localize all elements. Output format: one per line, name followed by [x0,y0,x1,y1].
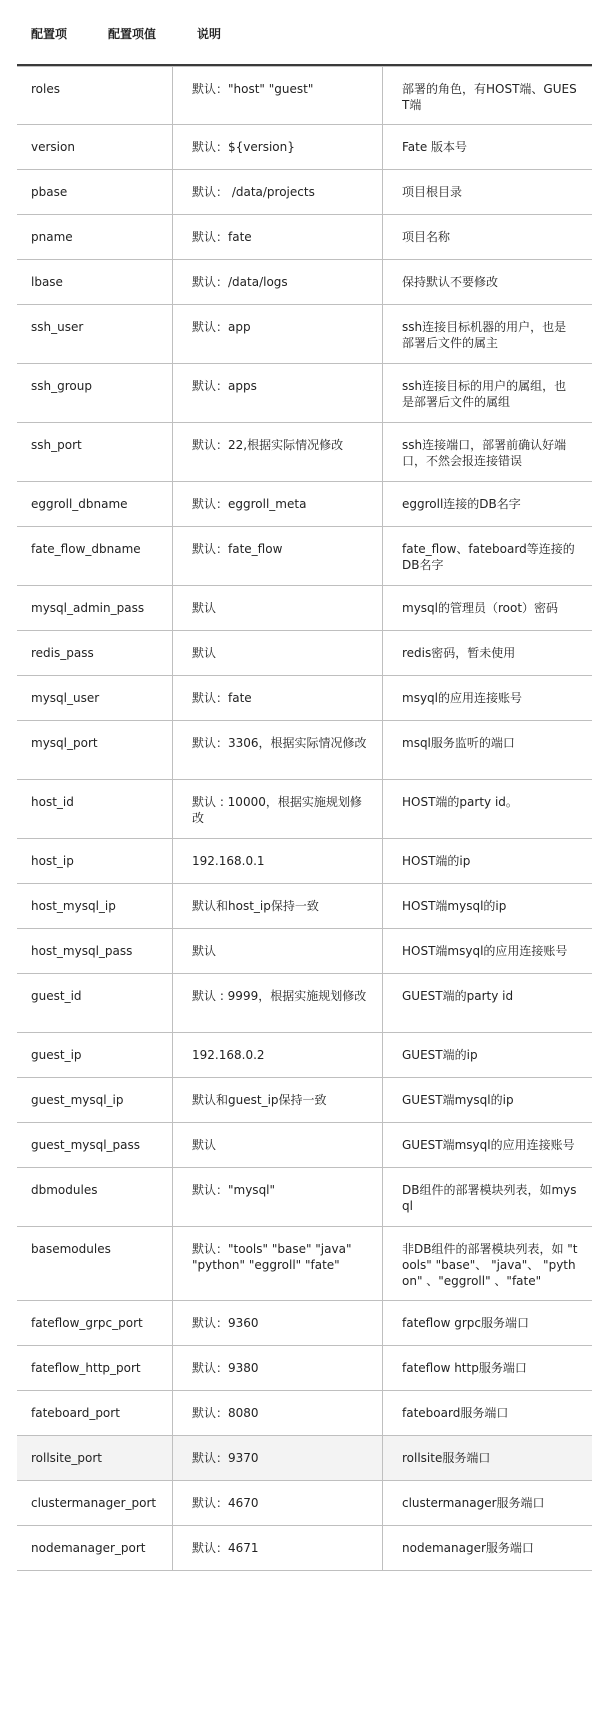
column-divider [172,780,173,838]
config-description: GUEST端的party id [402,989,514,1003]
table-header [0,0,600,68]
config-value: 默认 [192,1138,217,1152]
config-key: mysql_user [31,691,100,705]
table-row [17,423,592,482]
config-description: ssh连接目标机器的用户，也是部署后文件的属主 [402,320,567,350]
config-value: 默认：${version} [192,140,295,154]
config-key: nodemanager_port [31,1541,146,1555]
config-value: 默认 [192,646,217,660]
config-value: 默认：4671 [192,1541,259,1555]
config-key: guest_id [31,989,82,1003]
config-description: HOST端msyql的应用连接账号 [402,944,568,958]
config-key: host_id [31,795,74,809]
column-divider [382,1391,383,1435]
header-config-value: 配置项值 [108,27,157,41]
config-description: HOST端的ip [402,854,471,868]
column-divider [172,884,173,928]
table-row [17,125,592,170]
config-value: 默认：9380 [192,1361,259,1375]
table-row [17,929,592,974]
column-divider [382,1123,383,1167]
table-row [17,1123,592,1168]
config-key: fateboard_port [31,1406,120,1420]
config-key: host_ip [31,854,74,868]
config-description: 非DB组件的部署模块列表，如 "tools" "base"、 "java"、 "python" 、"eggroll" 、"fate" [402,1242,578,1288]
config-description: fate_flow、fateboard等连接的DB名字 [402,542,575,572]
table-row [17,66,592,125]
config-key: eggroll_dbname [31,497,128,511]
column-divider [382,1481,383,1525]
config-description: HOST端mysql的ip [402,899,507,913]
column-divider [172,364,173,422]
column-divider [382,1436,383,1480]
config-key: roles [31,82,60,96]
config-key: fateflow_grpc_port [31,1316,143,1330]
config-description: redis密码，暂未使用 [402,646,516,660]
column-divider [172,527,173,585]
config-value: 默认和host_ip保持一致 [192,899,319,913]
table-row [17,1391,592,1436]
table-row [17,260,592,305]
column-divider [172,305,173,363]
config-value: 默认：9360 [192,1316,259,1330]
column-divider [172,1391,173,1435]
config-value: 默认：/data/logs [192,275,288,289]
config-key: ssh_port [31,438,82,452]
config-key: fate_flow_dbname [31,542,141,556]
column-divider [172,1168,173,1226]
table-row [17,1346,592,1391]
config-value: 默认：9370 [192,1451,259,1465]
column-divider [172,260,173,304]
column-divider [172,170,173,214]
column-divider [172,125,173,169]
column-divider [172,1227,173,1300]
column-divider [382,1168,383,1226]
config-key: guest_ip [31,1048,82,1062]
column-divider [382,1301,383,1345]
column-divider [382,721,383,779]
config-value: 默认：fate_flow [192,542,283,556]
config-description: 保持默认不要修改 [402,275,499,289]
config-value: 默认和guest_ip保持一致 [192,1093,327,1107]
config-description: HOST端的party id。 [402,795,518,809]
config-description: GUEST端msyql的应用连接账号 [402,1138,575,1152]
table-row [17,586,592,631]
config-description: 部署的角色，有HOST端、GUEST端 [402,82,577,112]
config-key: mysql_port [31,736,98,750]
config-description: clustermanager服务端口 [402,1496,545,1510]
table-row [17,884,592,929]
config-description: nodemanager服务端口 [402,1541,534,1555]
column-divider [382,260,383,304]
column-divider [172,839,173,883]
config-description: msql服务监听的端口 [402,736,515,750]
column-divider [172,1078,173,1122]
config-value: 默认：eggroll_meta [192,497,307,511]
column-divider [382,170,383,214]
config-key: redis_pass [31,646,94,660]
column-divider [382,676,383,720]
column-divider [172,1436,173,1480]
column-divider [382,364,383,422]
column-divider [172,929,173,973]
table-row [17,1436,592,1481]
column-divider [382,125,383,169]
column-divider [382,1078,383,1122]
config-description: ssh连接端口，部署前确认好端口，不然会报连接错误 [402,438,567,468]
config-key: guest_mysql_pass [31,1138,141,1152]
config-key: ssh_user [31,320,84,334]
config-description: mysql的管理员（root）密码 [402,601,559,615]
column-divider [382,215,383,259]
table-row [17,215,592,260]
column-divider [382,305,383,363]
config-key: guest_mysql_ip [31,1093,124,1107]
table-row [17,1227,592,1301]
column-divider [382,67,383,124]
table-row [17,631,592,676]
config-key: rollsite_port [31,1451,102,1465]
column-divider [382,1526,383,1570]
column-divider [172,586,173,630]
column-divider [172,1033,173,1077]
table-row [17,1033,592,1078]
config-value: 默认 [192,601,217,615]
config-value: 192.168.0.2 [192,1048,265,1062]
header-description: 说明 [197,27,222,41]
config-description: fateboard服务端口 [402,1406,509,1420]
table-row [17,170,592,215]
header-config-item: 配置项 [31,27,68,41]
column-divider [172,974,173,1032]
column-divider [382,929,383,973]
column-divider [382,631,383,675]
table-row [17,364,592,423]
table-row [17,1168,592,1227]
config-key: fateflow_http_port [31,1361,141,1375]
column-divider [172,1123,173,1167]
column-divider [172,631,173,675]
column-divider [172,676,173,720]
config-value: 默认："mysql" [192,1183,276,1197]
config-table [17,66,592,1571]
table-row [17,721,592,780]
column-divider [172,1301,173,1345]
column-divider [382,884,383,928]
config-key: ssh_group [31,379,92,393]
table-row [17,780,592,839]
column-divider [382,586,383,630]
table-row [17,974,592,1033]
column-divider [172,423,173,481]
config-value: 默认：4670 [192,1496,259,1510]
table-row [17,1301,592,1346]
table-row [17,1078,592,1123]
table-row [17,1526,592,1571]
column-divider [172,1526,173,1570]
table-row [17,482,592,527]
column-divider [172,721,173,779]
config-value: 默认：apps [192,379,257,393]
column-divider [382,482,383,526]
column-divider [382,839,383,883]
column-divider [382,780,383,838]
config-value: 默认：fate [192,691,252,705]
config-value: 默认："tools" "base" "java" "python" "eggroll" "fate" [192,1242,352,1272]
config-description: fateflow http服务端口 [402,1361,527,1375]
config-key: clustermanager_port [31,1496,157,1510]
config-value: 默认： /data/projects [192,185,315,199]
config-description: GUEST端mysql的ip [402,1093,514,1107]
config-value: 默认：8080 [192,1406,259,1420]
config-key: pname [31,230,73,244]
config-description: eggroll连接的DB名字 [402,497,521,511]
config-description: 项目根目录 [402,185,463,199]
column-divider [382,974,383,1032]
config-key: pbase [31,185,68,199]
config-description: 项目名称 [402,230,451,244]
table-row [17,1481,592,1526]
config-description: DB组件的部署模块列表，如mysql [402,1183,577,1213]
table-row [17,305,592,364]
config-value: 默认 [192,944,217,958]
config-key: host_mysql_pass [31,944,133,958]
config-key: mysql_admin_pass [31,601,145,615]
config-description: ssh连接目标的用户的属组，也是部署后文件的属组 [402,379,567,409]
column-divider [382,527,383,585]
config-value: 默认：22,根据实际情况修改 [192,438,344,452]
config-key: lbase [31,275,63,289]
config-value: 192.168.0.1 [192,854,265,868]
column-divider [382,1227,383,1300]
config-value: 默认："host" "guest" [192,82,314,96]
column-divider [172,482,173,526]
config-key: dbmodules [31,1183,98,1197]
table-row [17,527,592,586]
column-divider [382,1346,383,1390]
config-value: 默认：3306，根据实际情况修改 [192,736,367,750]
column-divider [172,215,173,259]
config-value: 默认：app [192,320,251,334]
config-value: 默认：fate [192,230,252,244]
config-key: version [31,140,75,154]
config-value: 默认 : 9999，根据实施规划修改 [192,989,367,1003]
table-row [17,676,592,721]
column-divider [172,67,173,124]
table-row [17,839,592,884]
config-key: host_mysql_ip [31,899,116,913]
column-divider [382,1033,383,1077]
config-key: basemodules [31,1242,111,1256]
config-description: fateflow grpc服务端口 [402,1316,529,1330]
config-description: msyql的应用连接账号 [402,691,522,705]
column-divider [172,1346,173,1390]
config-description: GUEST端的ip [402,1048,478,1062]
config-description: Fate 版本号 [402,140,468,154]
column-divider [172,1481,173,1525]
config-description: rollsite服务端口 [402,1451,491,1465]
column-divider [382,423,383,481]
config-value: 默认 : 10000，根据实施规划修改 [192,795,362,825]
